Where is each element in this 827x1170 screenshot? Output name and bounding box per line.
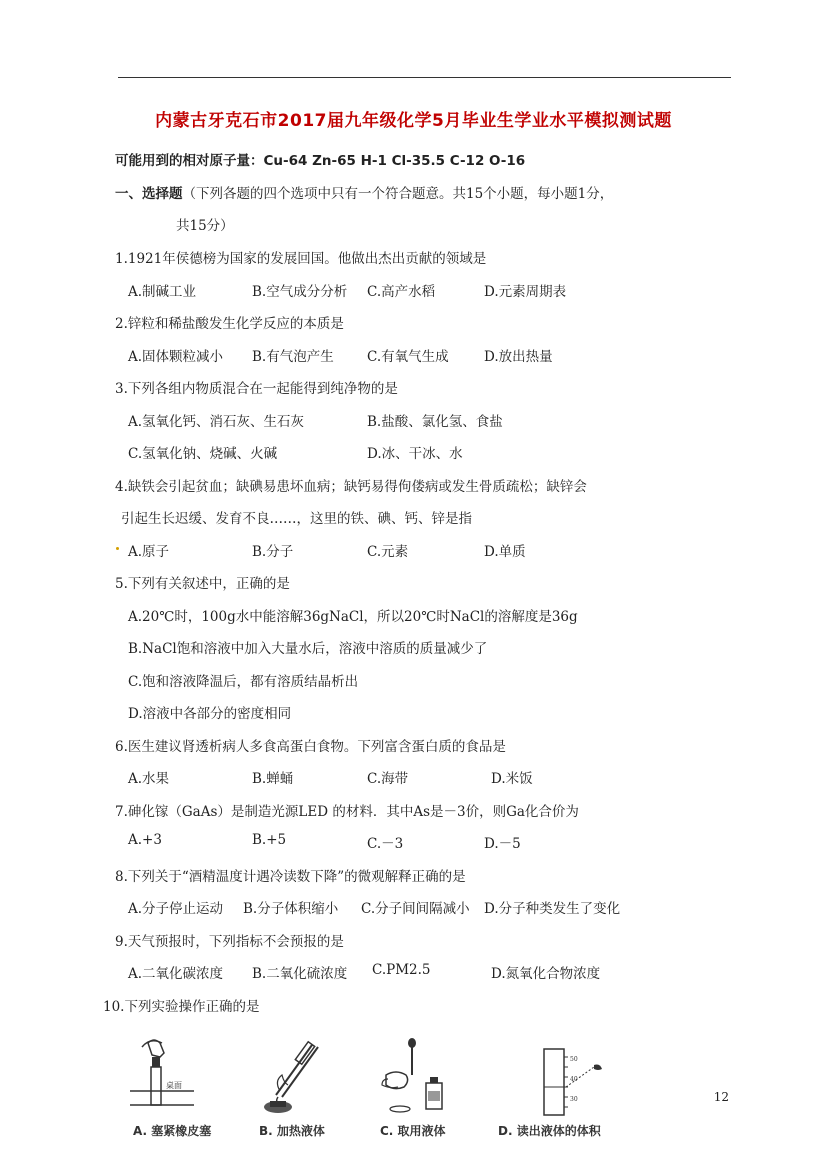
cylinder-tick-label: 50 bbox=[570, 1056, 578, 1063]
cylinder-figure bbox=[536, 1047, 612, 1119]
question-option: C.PM2.5 bbox=[372, 962, 431, 978]
section-heading-line bbox=[115, 182, 613, 202]
question-stem: 8.下列关于“酒精温度计遇冷读数下降”的微观解释正确的是 bbox=[115, 869, 466, 885]
question-option: A.二氧化碳浓度 bbox=[128, 966, 224, 982]
question-option: C.有氧气生成 bbox=[367, 349, 449, 365]
question-option: D.米饭 bbox=[491, 771, 533, 787]
question-option: A.氢氧化钙、消石灰、生石灰 bbox=[128, 414, 305, 430]
question-stem: 1.1921年侯德榜为国家的发展回国。他做出杰出贡献的领域是 bbox=[115, 251, 487, 267]
question-option: A.原子 bbox=[128, 544, 170, 560]
question-option: D.－5 bbox=[484, 836, 521, 852]
question-option: B.蝉蛹 bbox=[252, 771, 294, 787]
question-option: C.分子间间隔减小 bbox=[361, 901, 470, 917]
question-option: B.NaCl饱和溶液中加入大量水后，溶液中溶质的质量减少了 bbox=[128, 641, 488, 657]
question-option: A.制碱工业 bbox=[128, 284, 197, 300]
figure-caption: C. 取用液体 bbox=[380, 1124, 446, 1138]
page-title: 内蒙古牙克石市2017届九年级化学5月毕业生学业水平模拟测试题 bbox=[155, 111, 672, 131]
question-option: C.氢氧化钠、烧碱、火碱 bbox=[128, 446, 278, 462]
question-option: B.分子 bbox=[252, 544, 294, 560]
question-option: A.分子停止运动 bbox=[128, 901, 224, 917]
question-stem: 2.锌粒和稀盐酸发生化学反应的本质是 bbox=[115, 316, 344, 332]
question-option: C.元素 bbox=[367, 544, 409, 560]
question-option: A.20℃时，100g水中能溶解36gNaCl，所以20℃时NaCl的溶解度是36g bbox=[128, 609, 578, 625]
page-number: 12 bbox=[713, 1090, 729, 1104]
question-option: D.单质 bbox=[484, 544, 526, 560]
question-option: A.固体颗粒减小 bbox=[128, 349, 224, 365]
question-option: D.冰、干冰、水 bbox=[367, 446, 463, 462]
cylinder-tick-label: 30 bbox=[570, 1096, 578, 1103]
question-option: B.空气成分分析 bbox=[252, 284, 348, 300]
heating-figure bbox=[254, 1035, 334, 1119]
question-option: A.水果 bbox=[128, 771, 170, 787]
figure-caption: B. 加热液体 bbox=[259, 1124, 325, 1138]
question-option: B.有气泡产生 bbox=[252, 349, 334, 365]
question-stem: 7.砷化镓（GaAs）是制造光源LED 的材料．其中As是－3价，则Ga化合价为 bbox=[115, 804, 579, 820]
header-rule bbox=[118, 77, 731, 78]
question-option: C.海带 bbox=[367, 771, 409, 787]
section-heading: 一、选择题 bbox=[115, 186, 183, 202]
question-option: A.+3 bbox=[128, 832, 162, 848]
section-instruction-2: 共15分） bbox=[176, 218, 234, 234]
question-option: C.－3 bbox=[367, 836, 404, 852]
question-option: B.盐酸、氯化氢、食盐 bbox=[367, 414, 503, 430]
question-option: D.放出热量 bbox=[484, 349, 553, 365]
atomic-masses: 可能用到的相对原子量：Cu-64 Zn-65 H-1 Cl-35.5 C-12 O-16 bbox=[115, 153, 526, 169]
figure-caption: D. 读出液体的体积 bbox=[498, 1124, 601, 1138]
question-option: D.氮氧化合物浓度 bbox=[491, 966, 601, 982]
figure-caption: A. 塞紧橡皮塞 bbox=[133, 1124, 212, 1138]
question-option: C.高产水稻 bbox=[367, 284, 436, 300]
question-option: B.+5 bbox=[252, 832, 287, 848]
question-option: D.溶液中各部分的密度相同 bbox=[128, 706, 292, 722]
question-stem: 6.医生建议肾透析病人多食高蛋白食物。下列富含蛋白质的食品是 bbox=[115, 739, 506, 755]
dropper-figure bbox=[380, 1035, 450, 1119]
question-stem: 9.天气预报时，下列指标不会预报的是 bbox=[115, 934, 344, 950]
section-instruction: （下列各题的四个选项中只有一个符合题意。共15个小题，每小题1分， bbox=[182, 186, 614, 202]
question-option: D.元素周期表 bbox=[484, 284, 567, 300]
cylinder-tick-label: 40 bbox=[570, 1076, 578, 1083]
question-stem: 4.缺铁会引起贫血；缺碘易患坏血病；缺钙易得佝偻病或发生骨质疏松；缺锌会 bbox=[115, 479, 587, 495]
question-stem: 5.下列有关叙述中，正确的是 bbox=[115, 576, 290, 592]
question-stem-continued: 引起生长迟缓、发育不良……，这里的铁、碘、钙、锌是指 bbox=[121, 511, 472, 527]
stopper-figure bbox=[128, 1035, 198, 1119]
tabletop-label: 桌面 bbox=[166, 1081, 182, 1090]
question-stem: 3.下列各组内物质混合在一起能得到纯净物的是 bbox=[115, 381, 398, 397]
question-stem: 10.下列实验操作正确的是 bbox=[103, 999, 260, 1015]
question-option: B.分子体积缩小 bbox=[243, 901, 339, 917]
stray-mark bbox=[116, 547, 119, 550]
question-option: C.饱和溶液降温后，都有溶质结晶析出 bbox=[128, 674, 359, 690]
question-option: D.分子种类发生了变化 bbox=[484, 901, 621, 917]
question-option: B.二氧化硫浓度 bbox=[252, 966, 348, 982]
